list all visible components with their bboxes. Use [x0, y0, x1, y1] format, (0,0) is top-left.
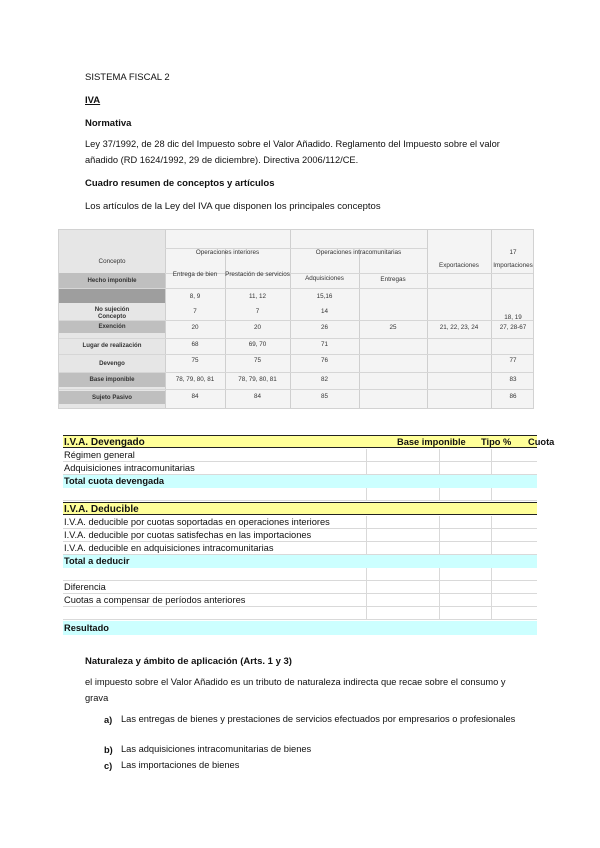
grid-line — [59, 354, 533, 355]
cell-prestacion: 75 — [253, 357, 261, 364]
cell-entrega: 68 — [191, 341, 199, 348]
resultado-row — [63, 621, 537, 635]
sub-entregas: Entregas — [380, 276, 406, 283]
total-deducir-row — [63, 555, 537, 568]
table-row — [63, 542, 537, 555]
row-label: I.V.A. deducible por cuotas satisfechas en las importaciones — [64, 530, 312, 540]
compensar-label: Cuotas a compensar de períodos anteriores — [64, 595, 246, 605]
row-label-exencion: Exención — [59, 321, 165, 333]
grid-line — [427, 230, 428, 408]
table-row — [63, 568, 537, 581]
row-label-lugar: Lugar de realización — [82, 342, 142, 349]
cell-adquisiciones: 76 — [320, 357, 328, 364]
table-row — [63, 462, 537, 475]
naturaleza-text: el impuesto sobre el Valor Añadido es un tributo de naturaleza indirecta que recae sobre el consumo y grava — [85, 677, 506, 703]
cell-prestacion: 78, 79, 80, 81 — [238, 376, 277, 383]
total-devengada-label: Total cuota devengada — [64, 476, 165, 486]
topic-title: IVA — [85, 95, 101, 106]
cell-importaciones: 77 — [509, 357, 517, 364]
course-title: SISTEMA FISCAL 2 — [85, 72, 170, 83]
cell-importaciones: 83 — [509, 376, 517, 383]
header-interiores: Operaciones interiores — [195, 249, 260, 256]
naturaleza-heading: Naturaleza y ámbito de aplicación (Arts. 1 y 3) — [85, 656, 292, 667]
header-intracomunitarias: Operaciones intracomunitarias — [315, 249, 402, 256]
header-concepto: Concepto — [98, 258, 126, 265]
list-marker-b: b) — [104, 745, 113, 755]
row-label: Régimen general — [64, 450, 135, 460]
normativa-heading: Normativa — [85, 118, 132, 129]
cell-prestacion: 7 — [255, 308, 260, 315]
cell-importaciones: 18, 19 — [504, 314, 522, 321]
compensar-row — [63, 594, 537, 607]
cuadro-intro: Los artículos de la Ley del IVA que disponen los principales conceptos — [85, 201, 381, 212]
cell-prestacion: 84 — [253, 393, 261, 400]
table-row — [63, 516, 537, 529]
table-row — [63, 529, 537, 542]
cell-importaciones: 27, 28-67 — [499, 324, 527, 331]
row-label: Adquisiciones intracomunitarias — [64, 463, 195, 473]
cell-adquisiciones: 15,16 — [316, 293, 333, 300]
cell-adquisiciones: 85 — [320, 393, 328, 400]
devengado-header-row — [63, 435, 555, 448]
cell-adquisiciones: 82 — [320, 376, 328, 383]
grid-line — [59, 389, 533, 390]
list-item-b: Las adquisiciones intracomunitarias de bienes — [121, 744, 312, 754]
list-item-a: Las entregas de bienes y prestaciones de servicios efectuados por empresarios o profesionales — [121, 714, 516, 724]
table-row — [63, 488, 537, 501]
row-label: I.V.A. deducible en adquisiciones intracomunitarias — [64, 543, 274, 553]
sub-prestacion-servicios: Prestación de servicios — [225, 271, 290, 278]
sub-entrega-bien: Entrega de bien — [172, 271, 218, 278]
cell-entrega: 7 — [193, 308, 197, 315]
table-row — [63, 607, 537, 620]
col-cuota: Cuota — [528, 437, 555, 447]
concept-table — [58, 229, 534, 409]
list-marker-a: a) — [104, 715, 113, 725]
header-importaciones: Importaciones — [493, 262, 533, 269]
iva-worksheet — [63, 435, 555, 638]
row-label-sujeto-pasivo: Sujeto Pasivo — [59, 391, 165, 404]
cell-adquisiciones: 26 — [320, 324, 328, 331]
cell-importaciones: 17 — [509, 249, 517, 256]
col-tipo: Tipo % — [481, 437, 512, 447]
cell-adquisiciones: 14 — [320, 308, 328, 315]
total-deducir-label: Total a deducir — [64, 556, 130, 566]
cell-adquisiciones: 71 — [320, 341, 328, 348]
row-label-base-imponible: Base imponible — [59, 373, 165, 387]
cell-prestacion: 20 — [253, 324, 261, 331]
cell-entrega: 75 — [191, 357, 199, 364]
list-marker-c: c) — [104, 761, 113, 771]
row-label-hecho-imponible: Hecho imponible — [59, 273, 165, 288]
deducible-header-row — [63, 502, 537, 515]
diferencia-row — [63, 581, 537, 594]
table-row — [63, 449, 537, 462]
cell-entregas: 25 — [389, 324, 397, 331]
row-label: I.V.A. deducible por cuotas soportadas en operaciones interiores — [64, 517, 330, 527]
resultado-label: Resultado — [64, 623, 109, 633]
row-label-no-sujecion: No sujeción Concepto — [94, 306, 130, 320]
normativa-text: Ley 37/1992, de 28 dic del Impuesto sobre el Valor Añadido. Reglamento del Impuesto sobre el valor añadido (RD 1624/1992, 29 de diciembre). Directiva 2006/112/CE. — [85, 139, 500, 165]
col-base-imponible: Base imponible — [397, 437, 466, 447]
devengado-title: I.V.A. Devengado — [64, 437, 145, 448]
cell-entrega: 8, 9 — [189, 293, 201, 300]
deducible-title: I.V.A. Deducible — [64, 504, 139, 515]
header-exportaciones: Exportaciones — [439, 262, 479, 269]
row-label-blank — [59, 289, 165, 303]
diferencia-label: Diferencia — [64, 582, 106, 592]
row-label-devengo: Devengo — [99, 360, 125, 367]
cell-exportaciones: 21, 22, 23, 24 — [439, 324, 479, 331]
list-item-c: Las importaciones de bienes — [121, 760, 240, 770]
cell-entrega: 20 — [191, 324, 199, 331]
cuadro-heading: Cuadro resumen de conceptos y artículos — [85, 178, 275, 189]
cell-entrega: 78, 79, 80, 81 — [175, 376, 215, 383]
cell-importaciones: 86 — [509, 393, 517, 400]
cell-prestacion: 69, 70 — [248, 341, 267, 348]
total-devengada-row — [63, 475, 537, 488]
cell-entrega: 84 — [191, 393, 199, 400]
sub-adquisiciones: Adquisiciones — [305, 275, 344, 282]
cell-prestacion: 11, 12 — [248, 293, 267, 300]
